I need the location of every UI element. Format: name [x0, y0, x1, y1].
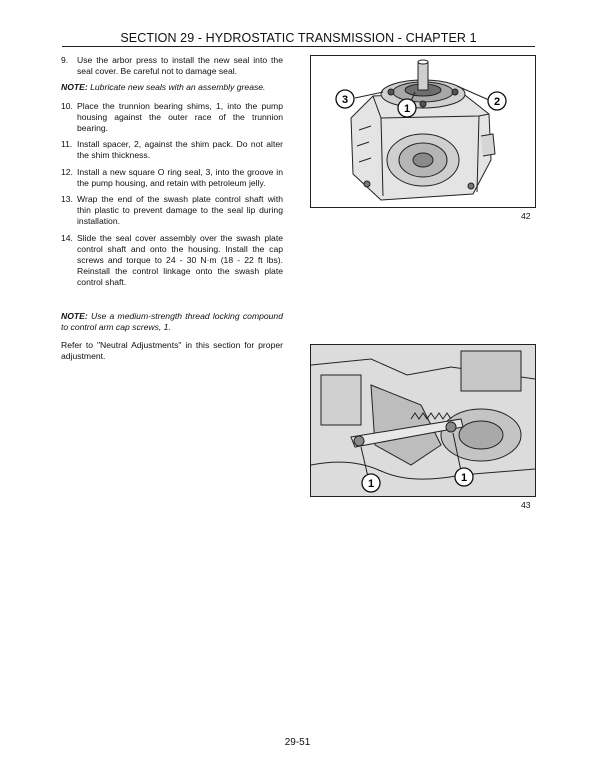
- note-thread-locking: [61, 311, 283, 333]
- note-label: NOTE:: [61, 310, 88, 321]
- step-12: [61, 167, 283, 189]
- callout-1-right: [455, 468, 473, 486]
- step-number: 11.: [61, 139, 73, 150]
- step-number: 13.: [61, 194, 73, 205]
- step-text: Use the arbor press to install the new seal into the seal cover. Be careful not to damage seal.: [77, 55, 283, 77]
- note-lubricate: [61, 82, 283, 93]
- step-13: [61, 194, 283, 228]
- figure-42-pump-housing: [310, 55, 536, 208]
- step-14: [61, 233, 283, 289]
- callout-2: [488, 92, 506, 110]
- callout-1-left: [362, 474, 380, 492]
- step-text: Wrap the end of the swash plate control shaft with thin plastic to prevent damage to the seal lip during installation.: [77, 194, 283, 227]
- step-9: [61, 55, 283, 77]
- callout-label: 2: [493, 96, 501, 108]
- control-linkage-illustration: [311, 345, 535, 496]
- callout-label: 3: [341, 94, 349, 106]
- step-text: Install a new square O ring seal, 3, into the groove in the pump housing, and retain with petroleum jelly.: [77, 166, 283, 188]
- step-11: [61, 139, 283, 161]
- callout-3: [336, 90, 354, 108]
- note-text: Lubricate new seals with an assembly grease.: [90, 82, 266, 93]
- callout-label: 1: [460, 472, 468, 484]
- step-text: Slide the seal cover assembly over the swash plate control shaft and onto the housing. Install the cap screws and torque to 24 - 30 N·m (18 - 22 ft lbs). Reinstall the control linkage onto the swash plate control shaft.: [77, 232, 283, 288]
- callout-label: 1: [403, 103, 411, 115]
- refer-text: Refer to "Neutral Adjustments" in this section for proper adjustment.: [61, 340, 283, 362]
- figure-43-control-linkage: [310, 344, 536, 497]
- step-text: Place the trunnion bearing shims, 1, into the pump housing against the outer race of the trunnion bearing.: [77, 100, 283, 134]
- pump-housing-illustration: [311, 56, 535, 207]
- step-number: 14.: [61, 232, 73, 243]
- instructions-column: [61, 55, 283, 362]
- step-10: [61, 101, 283, 135]
- figure-number-42: 42: [521, 211, 531, 221]
- note-text: Use a medium-strength thread locking compound to control arm cap screws, 1.: [61, 310, 283, 332]
- note-label: NOTE:: [61, 82, 88, 93]
- step-number: 10.: [61, 100, 73, 111]
- callout-1: [398, 99, 416, 117]
- section-header: SECTION 29 - HYDROSTATIC TRANSMISSION - CHAPTER 1: [120, 31, 477, 45]
- step-number: 9.: [61, 55, 69, 65]
- step-text: Install spacer, 2, against the shim pack. Do not alter the shim thickness.: [77, 139, 283, 161]
- page-number: 29-51: [284, 737, 311, 748]
- callout-label: 1: [367, 478, 375, 490]
- figure-number-43: 43: [521, 500, 531, 510]
- header-rule: [62, 46, 535, 47]
- step-number: 12.: [61, 166, 73, 177]
